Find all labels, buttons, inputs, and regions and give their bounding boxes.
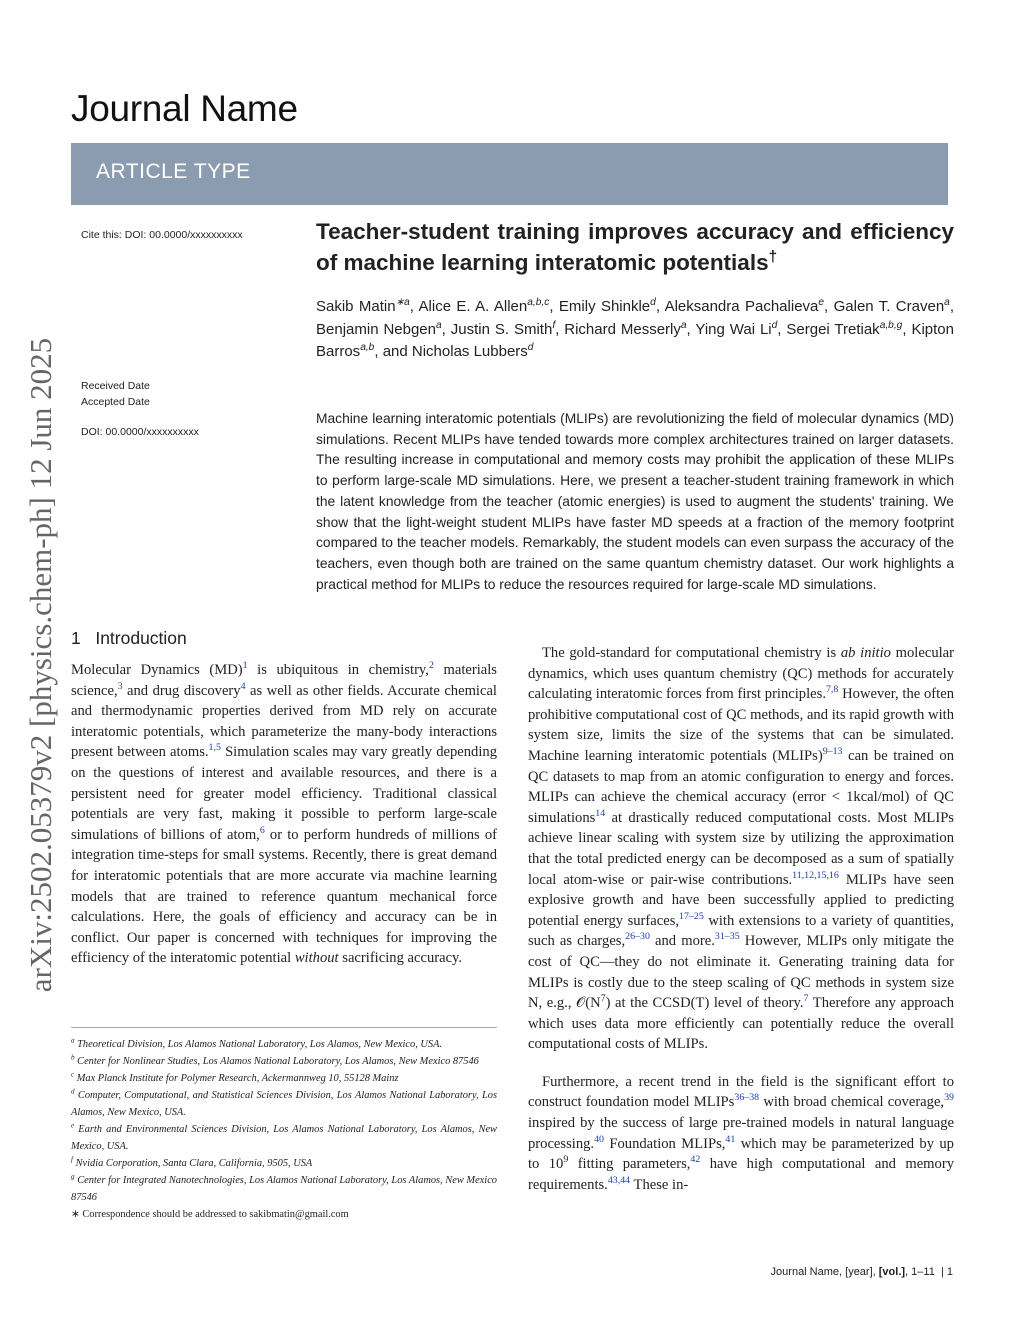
author-affiliation: ∗a (395, 297, 410, 308)
author: Galen T. Craven (833, 298, 945, 315)
author: Aleksandra Pachalieva (664, 298, 819, 315)
citation-link[interactable]: 1 (242, 660, 248, 672)
intro-left-column (71, 660, 497, 969)
author: Kipton Barros (316, 320, 954, 360)
citation-link[interactable]: 6 (259, 824, 265, 836)
author: Alice E. A. Allen (418, 298, 528, 315)
citation-link[interactable]: 41 (725, 1133, 736, 1145)
cite-this: Cite this: DOI: 00.0000/xxxxxxxxxx (81, 229, 243, 241)
footnote: $^d$ Computer, Computational, and Statistical Sciences Division, Los Alamos National Laboratory, Los Alamos, New Mexico, USA. (71, 1087, 497, 1118)
received-dates (81, 378, 150, 410)
author: Richard Messerly (564, 320, 681, 338)
arxiv-stamp: arXiv:2502.05379v2 [physics.chem-ph] 12 Jun 2025 (23, 337, 58, 993)
intro-paragraph: Molecular Dynamics (MD)$^1$ is ubiquitous in chemistry,$^2$ materials science,$^3$ and drug discovery$^4$ as well as other fields. Accurate chemical and thermodynamic properties derived from MD rely on accurate interatomic potentials, which parameterize the many-body interactions present between atoms.$^{1,5}$ Simulation scales may vary greatly depending on the questions of interest and available resources, and there is a persistent need for greater model efficiency. Traditional classical potentials are very fast, making it possible to perform large-scale simulations of billions of atom,$^6$ or to perform hundreds of millions of integration time-steps for small systems. Recently, there is great demand for interatomic potentials that are more accurate via machine learning models that are trained to reference quantum mechanical force calculations. Here, the goals of efficiency and accuracy can be in conflict. Our paper is concerned with techniques for improving the efficiency of the interatomic potential without sacrificing accuracy. (71, 660, 497, 967)
paper-title (316, 216, 954, 278)
citation-link[interactable]: 36–38 (734, 1092, 760, 1104)
title-text: Teacher-student training improves accuracy and efficiency of machine learning interatomic potentials (316, 219, 954, 275)
author: Emily Shinkle (558, 298, 651, 315)
author-affiliation: d (527, 342, 534, 353)
citation-link[interactable]: 3 (117, 680, 123, 692)
title-dagger: † (768, 248, 778, 266)
citation-link[interactable]: 31–35 (714, 931, 740, 943)
citation-link[interactable]: 14 (595, 807, 606, 819)
author-affiliation: e (818, 297, 825, 308)
author-affiliation: a,b (360, 342, 375, 353)
author-affiliation: a (436, 319, 442, 331)
citation-link[interactable]: 11,12,15,16 (792, 869, 839, 881)
author: Sakib Matin (316, 298, 396, 315)
author-affiliation: d (771, 319, 778, 331)
journal-name: Journal Name (71, 88, 298, 129)
author: Nicholas Lubbers (411, 343, 528, 360)
citation-link[interactable]: 7 (803, 993, 809, 1005)
accepted-date: Accepted Date (81, 396, 150, 408)
citation-link[interactable]: 1,5 (208, 742, 221, 754)
footnote: $^c$ Max Planck Institute for Polymer Research, Ackermannweg 10, 55128 Mainz (71, 1070, 399, 1084)
section-heading (71, 628, 187, 649)
page-number: 1 (946, 1266, 953, 1278)
author-affiliation: a,b,c (527, 297, 550, 308)
section-title: Introduction (95, 628, 187, 648)
author-affiliation: a,b,g (879, 319, 903, 331)
citation-link[interactable]: 42 (690, 1154, 701, 1166)
author: Sergei Tretiak (786, 320, 880, 338)
author-list: Sakib Matin$^{∗a}$, Alice E. A. Allen$^{a,b,c}$, Emily Shinkle$^d$, Aleksandra Pachalieva$^e$, Galen T. Craven$^a$, Benjamin Nebgen$^a$, Justin S. Smith$^f$, Richard Messerly$^a$, Ying Wai Li$^d$, Sergei Tretiak$^{a,b,g}$, Kipton Barros$^{a,b}$, and Nicholas Lubbers$^d$ (316, 297, 955, 360)
citation-link[interactable]: 17–25 (679, 910, 704, 922)
section-number: 1 (71, 628, 81, 648)
footnote: $^g$ Center for Integrated Nanotechnologies, Los Alamos National Laboratory, Los Alamos, New Mexico 87546 (71, 1172, 497, 1203)
arxiv-sidebar (19, 300, 63, 1030)
intro-paragraph: Furthermore, a recent trend in the field is the significant effort to construct foundation model MLIPs$^{36-38}$ with broad chemical coverage,$^{39}$ inspired by the success of large pre-trained models in natural language processing.$^{40}$ Foundation MLIPs,$^{41}$ which may be parameterized by up to $10^9$ fitting parameters,$^{42}$ have high computational and memory requirements.$^{43,44}$ These in- (528, 1073, 954, 1193)
footnote: $^b$ Center for Nonlinear Studies, Los Alamos National Laboratory, Los Alamos, New Mexico 87546 (71, 1053, 479, 1067)
citation-link[interactable]: 2 (428, 660, 434, 672)
citation-link[interactable]: 39 (944, 1092, 954, 1104)
correspondence-footnote: ∗ Correspondence should be addressed to sakibmatin@gmail.com (71, 1209, 349, 1220)
footnote: $^e$ Earth and Environmental Sciences Division, Los Alamos National Laboratory, Los Alamos, New Mexico, USA. (71, 1121, 497, 1152)
page-footer: Journal Name, [year], [vol.], 1–11 | 1 (770, 1266, 953, 1278)
footnote: $^f$ Nvidia Corporation, Santa Clara, California, 9505, USA (71, 1155, 313, 1169)
citation-link[interactable]: 43,44 (607, 1174, 631, 1186)
citation-link[interactable]: 40 (594, 1133, 604, 1145)
citation-link[interactable]: 4 (240, 680, 246, 692)
author: Benjamin Nebgen (316, 320, 436, 338)
author-affiliation: a (944, 297, 950, 308)
citation-link[interactable]: 9–13 (822, 746, 843, 758)
author-affiliation: d (650, 297, 656, 308)
doi: DOI: 00.0000/xxxxxxxxxx (81, 426, 199, 438)
article-type: ARTICLE TYPE (96, 160, 251, 183)
author: Justin S. Smith (450, 320, 553, 338)
footnote-divider (71, 1027, 497, 1028)
received-date: Received Date (81, 380, 150, 392)
citation-link[interactable]: 26–30 (625, 931, 650, 943)
footnote: $^a$ Theoretical Division, Los Alamos National Laboratory, Los Alamos, New Mexico, USA. (71, 1036, 443, 1050)
author-affiliation: a (680, 319, 687, 331)
intro-paragraph: The gold-standard for computational chemistry is ab initio molecular dynamics, which uses quantum chemistry (QC) methods for accurately calculating interatomic forces from first principles.$^{7,8}$ However, the often prohibitive computational cost of QC methods, and its rapid growth with system size, limits the size of the systems that can be simulated. Machine learning interatomic potentials (MLIPs)$^{9-13}$ can be trained on QC datasets to map from an atomic configuration to energy and forces. MLIPs can achieve the chemical accuracy (error < 1kcal/mol) of QC simulations$^{14}$ at drastically reduced computational costs. Most MLIPs achieve linear scaling with system size by utilizing the approximation that the total predicted energy can be decomposed as a sum of spatially local atom-wise or pair-wise contributions.$^{11,12,15,16}$ MLIPs have seen explosive growth and have been successfully applied to predicting potential energy surfaces,$^{17-25}$ with extensions to a variety of quantities, such as charges,$^{26-30}$ and more.$^{31-35}$ However, MLIPs only mitigate the cost of QC—they do not eliminate it. Generating training data for MLIPs is costly due to the steep scaling of QC methods in system size N, e.g., $𝒪(N^7)$ at the CCSD(T) level of theory.$^7$ Therefore any approach which uses data more efficiently can potentially reduce the overall computational costs of MLIPs. (528, 645, 955, 1053)
author-affiliation: f (552, 319, 556, 331)
author: Ying Wai Li (695, 320, 772, 338)
affiliation-footnotes (71, 1036, 497, 1223)
intro-right-column (528, 643, 954, 1195)
citation-link[interactable]: 7,8 (825, 684, 839, 696)
abstract: Machine learning interatomic potentials (MLIPs) are revolutionizing the field of molecular dynamics (MD) simulations. Recent MLIPs have tended towards more complex architectures trained on larger datasets. The resulting increase in computational and memory costs may prohibit the application of these MLIPs to perform large-scale MD simulations. Here, we present a teacher-student training framework in which the latent knowledge from the teacher (atomic energies) is used to augment the students' training. We show that the light-weight student MLIPs have faster MD speeds at a fraction of the memory footprint compared to the teacher models. Remarkably, the student models can even surpass the accuracy of the teachers, even though both are trained on the same quantum chemistry dataset. Our work highlights a practical method for MLIPs to reduce the resources required for large-scale MD simulations. (316, 411, 954, 592)
